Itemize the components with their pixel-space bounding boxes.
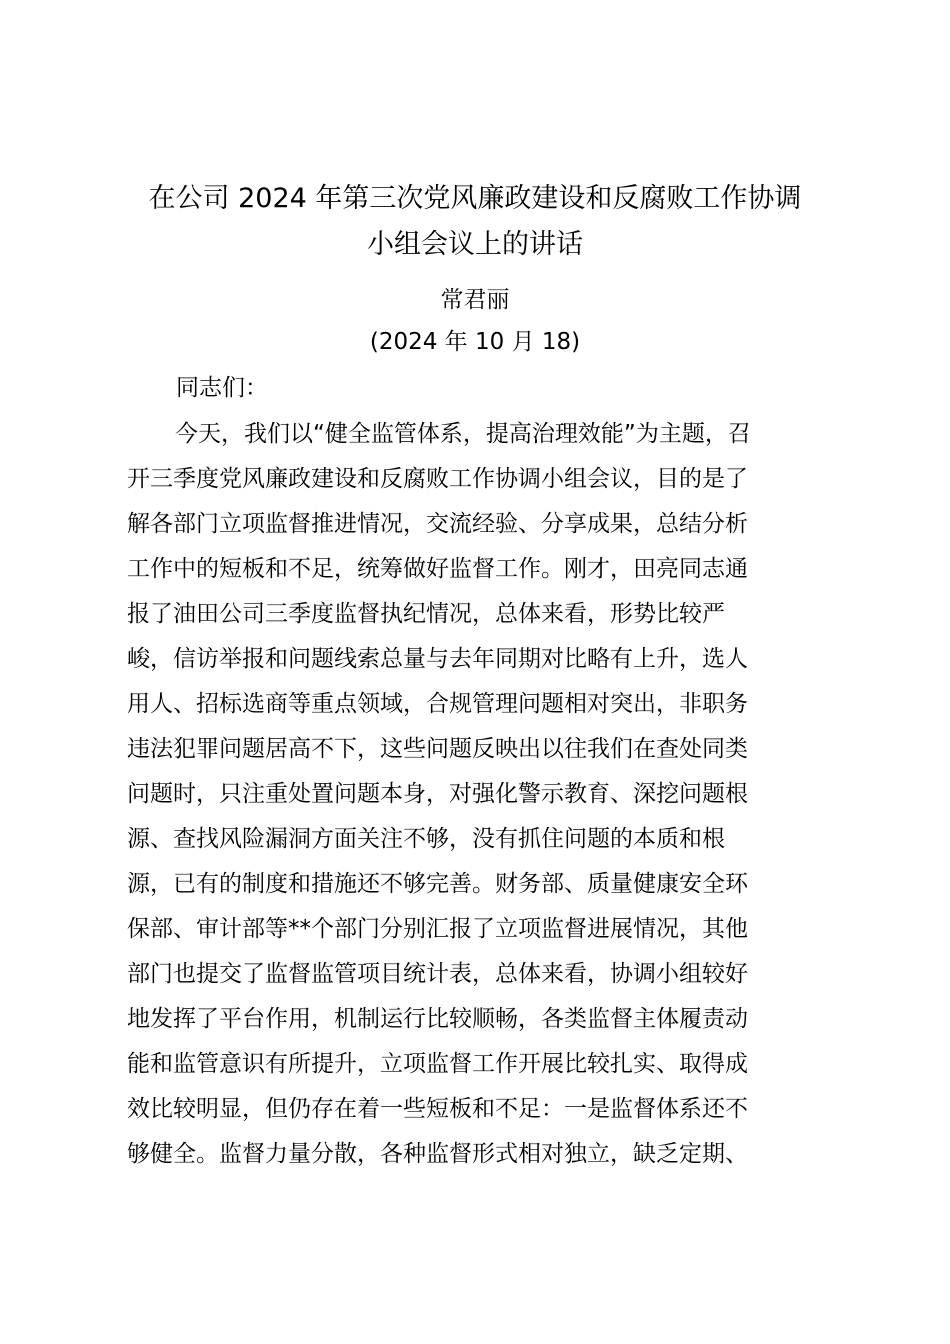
speech-body bbox=[127, 412, 827, 1177]
body-line: 部门也提交了监督监管项目统计表，总体来看，协调小组较好 bbox=[127, 961, 748, 987]
body-line: 开三季度党风廉政建设和反腐败工作协调小组会议，目的是了 bbox=[127, 466, 748, 492]
title-line-1: 在公司 2024 年第三次党风廉政建设和反腐败工作协调 bbox=[148, 183, 802, 214]
body-line: 问题时，只注重处置问题本身，对强化警示教育、深挖问题根 bbox=[127, 781, 748, 807]
body-line: 今天，我们以“健全监管体系，提高治理效能”为主题，召 bbox=[175, 421, 751, 447]
body-line: 能和监管意识有所提升，立项监督工作开展比较扎实、取得成 bbox=[127, 1051, 748, 1077]
body-line: 够健全。监督力量分散，各种监督形式相对独立，缺乏定期、 bbox=[127, 1141, 748, 1167]
body-line: 地发挥了平台作用，机制运行比较顺畅，各类监督主体履责动 bbox=[127, 1006, 748, 1032]
body-line: 违法犯罪问题居高不下，这些问题反映出以往我们在查处同类 bbox=[127, 736, 748, 762]
body-line: 峻，信访举报和问题线索总量与去年同期对比略有上升，选人 bbox=[127, 646, 748, 672]
document-title bbox=[120, 176, 830, 268]
body-line: 源，已有的制度和措施还不够完善。财务部、质量健康安全环 bbox=[127, 871, 748, 897]
body-line: 效比较明显，但仍存在着一些短板和不足：一是监督体系还不 bbox=[127, 1096, 748, 1122]
title-line-2: 小组会议上的讲话 bbox=[367, 229, 583, 260]
author-name: 常君丽 bbox=[440, 287, 510, 313]
body-line: 保部、审计部等**个部门分别汇报了立项监督进展情况，其他 bbox=[127, 916, 748, 942]
salutation: 同志们： bbox=[176, 375, 268, 401]
body-line: 报了油田公司三季度监督执纪情况，总体来看，形势比较严 bbox=[127, 601, 725, 627]
body-line: 解各部门立项监督推进情况，交流经验、分享成果，总结分析 bbox=[127, 511, 748, 537]
body-line: 源、查找风险漏洞方面关注不够，没有抓住问题的本质和根 bbox=[127, 826, 725, 852]
body-line: 工作中的短板和不足，统筹做好监督工作。刚才，田亮同志通 bbox=[127, 556, 748, 582]
body-line: 用人、招标选商等重点领域，合规管理问题相对突出，非职务 bbox=[127, 691, 748, 717]
speech-date: (2024 年 10 月 18) bbox=[369, 329, 581, 355]
